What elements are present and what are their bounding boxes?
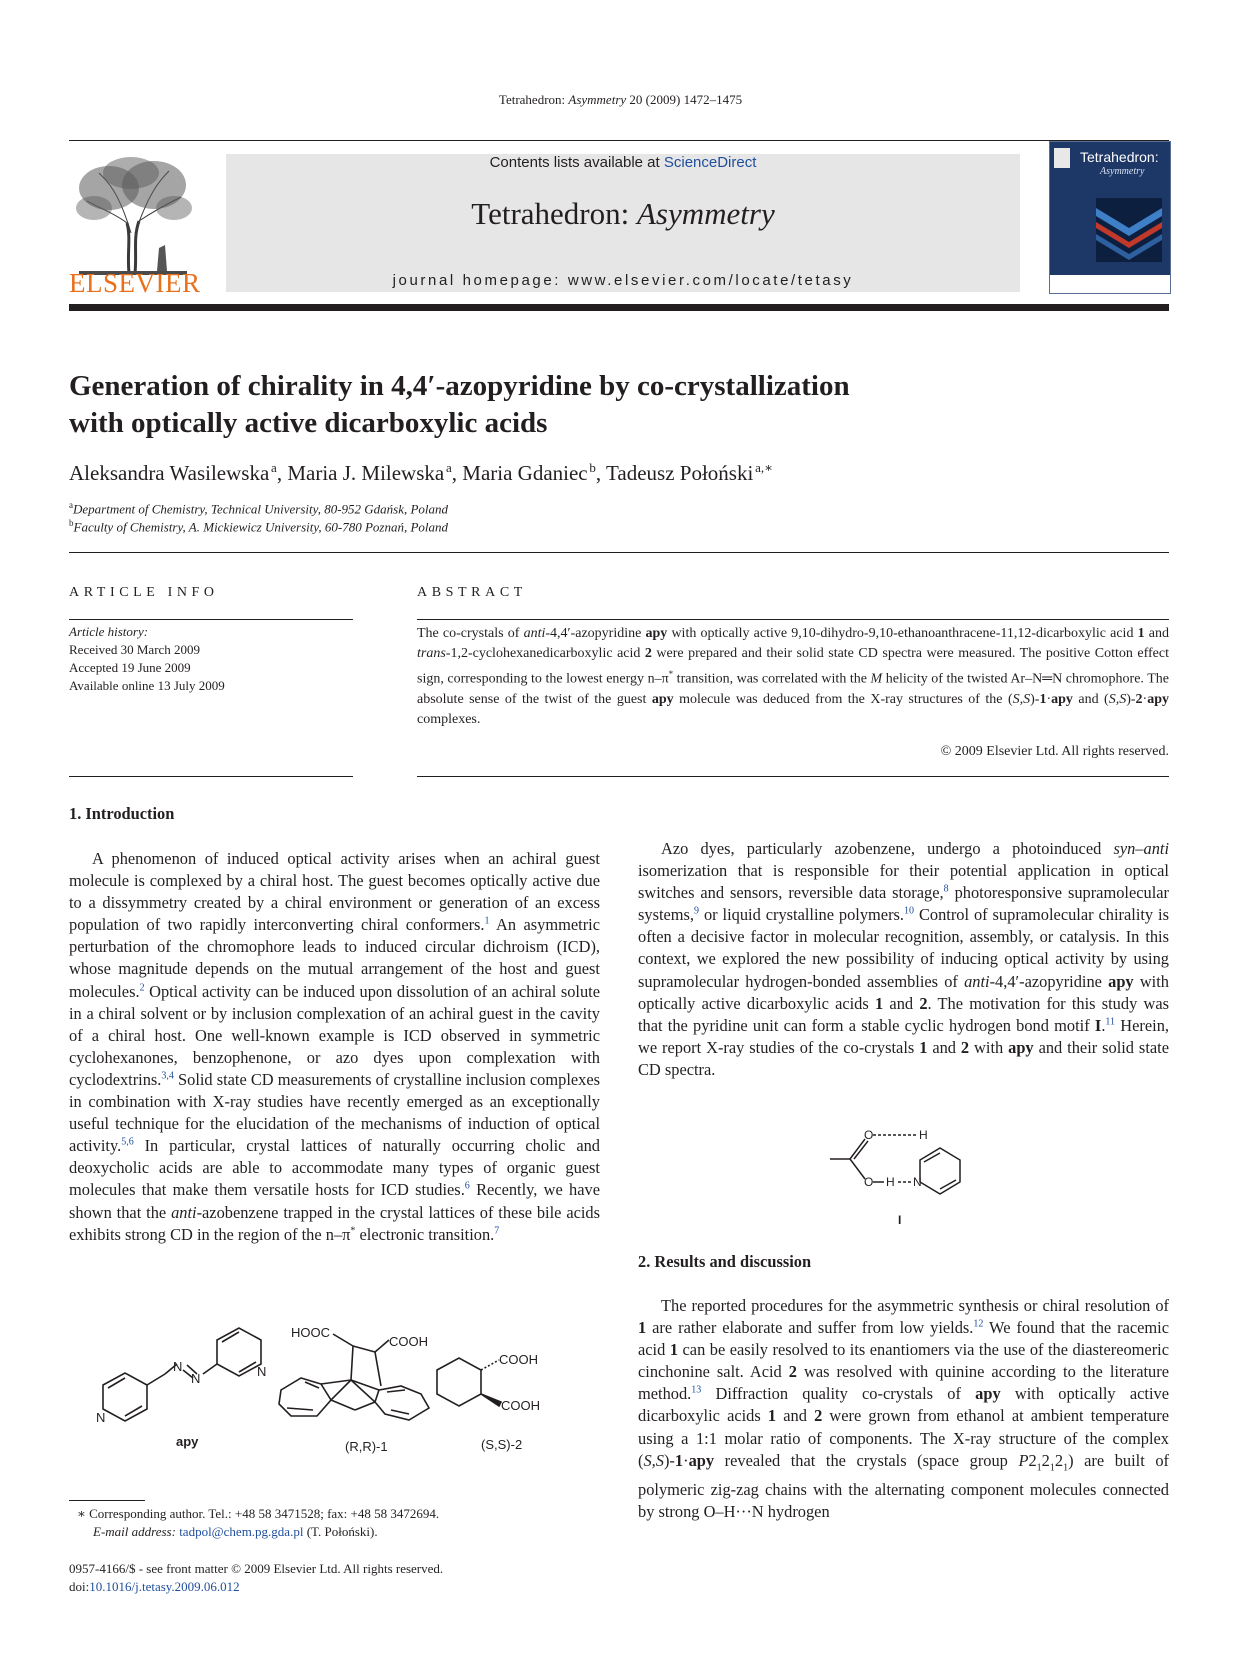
article-info-bottom-rule	[69, 776, 353, 777]
header-rule	[69, 140, 1169, 141]
section-heading-introduction: 1. Introduction	[69, 804, 175, 823]
cover-logo	[1054, 148, 1070, 168]
article-info-rule	[69, 619, 353, 620]
footer-issn: 0957-4166/$ - see front matter © 2009 Elsevier Ltd. All rights reserved. doi:10.1016/j.tetasy.2009.06.012	[69, 1561, 444, 1594]
cooh-label-2: COOH	[499, 1352, 538, 1367]
cover-title: Tetrahedron:	[1080, 149, 1159, 165]
azo-n2-label: N	[191, 1371, 201, 1386]
elsevier-logo-text: ELSEVIER	[69, 268, 201, 298]
doi-link[interactable]: 10.1016/j.tetasy.2009.06.012	[89, 1578, 240, 1594]
abstract-heading: ABSTRACT	[417, 585, 527, 600]
azo-n1-label: N	[173, 1359, 183, 1374]
author-list: Aleksandra Wasilewska $^a$, Maria J. Milewska $^a$, Maria Gdaniec $^b$, Tadeusz Połoński $^{a,∗}$	[69, 460, 773, 485]
affiliation-b: $^b$Faculty of Chemistry, A. Mickiewicz University, 60-780 Poznań, Poland	[69, 518, 449, 535]
author-name[interactable]: Maria J. Milewska	[287, 461, 445, 485]
footnote-corresponding: ∗ Corresponding author. Tel.: +48 58 3471528; fax: +48 58 3472694. E-mail address: tadpol@chem.pg.gda.pl (T. Połoński).	[77, 1506, 440, 1539]
journal-homepage-link[interactable]: journal homepage: www.elsevier.com/locate/tetasy	[392, 272, 854, 289]
introduction-paragraph-continued: Azo dyes, particularly azobenzene, undergo a photoinduced syn–anti isomerization that is responsible for their potential application in optical switches and sensors, reversible data storage,$^8$ photoresponsive supramolecular systems,$^9$ or liquid crystalline polymers.$^{10}$ Control of supramolecular chirality is often a decisive factor in molecular recognition, assembly, or catalysis. In this context, we explored the new possibility of inducing optical activity by using supramolecular hydrogen-bonded assemblies of anti-4,4′-azopyridine apy with optically active dicarboxylic acids 1 and 2. The motivation for this study was that the pyridine unit can form a stable cyclic hydrogen bond motif I.$^{11}$ Herein, we report X-ray studies of the co-crystals 1 and 2 with apy and their solid state CD spectra.	[638, 839, 1169, 1079]
article-history: Article history: Received 30 March 2009 Accepted 19 June 2009 Available online 13 July 2009	[69, 624, 225, 693]
journal-name: Tetrahedron: Asymmetry	[471, 196, 775, 231]
header-thick-rule	[69, 304, 1169, 311]
abstract-bottom-rule	[417, 776, 1169, 777]
contents-line: Contents lists available at ScienceDirect	[489, 154, 757, 171]
apy-n-atom-label: N	[96, 1410, 106, 1425]
author-name[interactable]: Aleksandra Wasilewska	[69, 461, 270, 485]
section-heading-results: 2. Results and discussion	[638, 1252, 812, 1271]
hooc-label: HOOC	[291, 1325, 330, 1340]
article-info-heading: ARTICLE INFO	[69, 585, 219, 600]
hydrogen-bond-motif-figure	[820, 1122, 980, 1232]
motif-n-atom: N	[913, 1175, 922, 1189]
article-title: Generation of chirality in 4,4′-azopyridine by co-crystallization with optically active dicarboxylic acids	[69, 370, 850, 439]
chemical-structures-figure	[69, 1312, 600, 1462]
affiliation-rule	[69, 552, 1169, 553]
motif-o-atom: O	[864, 1128, 874, 1142]
journal-cover-thumbnail	[1049, 141, 1171, 294]
cover-artwork	[1096, 198, 1162, 262]
sciencedirect-link[interactable]: ScienceDirect	[663, 154, 757, 171]
introduction-paragraph: A phenomenon of induced optical activity arises when an achiral guest molecule is complexed by a chiral host. The guest becomes optically active due to a dissymmetry created by a chiral environment or generation of an excess population of two rapidly interconverting chiral conformers.$^1$ An asymmetric perturbation of the chromophore leads to induced circular dichroism (ICD), whose magnitude depends on the mutual arrangement of the host and guest molecules.$^2$ Optical activity can be induced upon dissolution of an achiral solute in a chiral solvent or by inclusion complexation of an achiral guest in the cavity of a chiral host. One well-known example is ICD observed in symmetric cyclohexanones, benzophenone, or azo dyes upon complexation with cyclodextrins.$^{3,4}$ Solid state CD measurements of crystalline inclusion complexes in combination with X-ray studies have recently emerged as an exceptionally useful technique for the elucidation of the mechanisms of induction of optical activity.$^{5,6}$ In particular, crystal lattices of naturally occurring cholic and deoxycholic acids are able to accommodate many types of organic guest molecules that make them versatile hosts for ICD studies.$^6$ Recently, we have shown that the anti-azobenzene trapped in the crystal lattices of these bile acids exhibits strong CD in the region of the n–π* electronic transition.$^7$	[69, 849, 601, 1244]
footnote-rule	[69, 1500, 145, 1501]
ss-compound-label: (S,S)-2	[481, 1437, 523, 1452]
apy-compound-label: apy	[176, 1434, 199, 1449]
motif-label: I	[898, 1213, 902, 1227]
abstract-text: The co-crystals of anti-4,4′-azopyridine apy with optically active 9,10-dihydro-9,10-ethanoanthracene-11,12-dicarboxylic acid 1 and trans-1,2-cyclohexanedicarboxylic acid 2 were prepared and their solid state CD spectra were measured. The positive Cotton effect sign, corresponding to the lowest energy n–π* transition, was correlated with the M helicity of the twisted Ar–N═N chromophore. The absolute sense of the twist of the guest apy molecule was deduced from the X-ray structures of the (S,S)-1·apy and (S,S)-2·apy complexes.	[417, 626, 1169, 727]
abstract-rule	[417, 619, 1169, 620]
author-name[interactable]: Maria Gdaniec	[462, 461, 588, 485]
cooh-label-1: COOH	[389, 1334, 428, 1349]
rr-compound-label: (R,R)-1	[345, 1439, 388, 1454]
author-name[interactable]: Tadeusz Połoński	[606, 461, 754, 485]
author-email-link[interactable]: tadpol@chem.pg.gda.pl	[179, 1523, 304, 1539]
affiliation-a: $^a$Department of Chemistry, Technical University, 80-952 Gdańsk, Poland	[69, 500, 449, 517]
apy-n-atom-label-2: N	[257, 1364, 267, 1379]
abstract-copyright: © 2009 Elsevier Ltd. All rights reserved.	[940, 744, 1169, 759]
motif-h-atom-2: H	[886, 1175, 895, 1189]
cooh-label-3: COOH	[501, 1398, 540, 1413]
journal-citation: Tetrahedron: Asymmetry 20 (2009) 1472–1475	[498, 92, 743, 107]
cover-footer	[1050, 275, 1170, 293]
cover-subtitle: Asymmetry	[1100, 166, 1145, 177]
motif-o-atom-2: O	[864, 1175, 874, 1189]
motif-h-atom: H	[919, 1128, 928, 1142]
results-paragraph: The reported procedures for the asymmetric synthesis or chiral resolution of 1 are rather elaborate and suffer from low yields.$^{12}$ We found that the racemic acid 1 can be easily resolved to its enantiomers via the use of the diastereomeric cinchonine salt. Acid 2 was resolved with quinine according to the literature method.$^{13}$ Diffraction quality co-crystals of apy with optically active dicarboxylic acids 1 and 2 were grown from ethanol at ambient temperature using a 1:1 molar ratio of components. The X-ray structure of the complex (S,S)-1·apy revealed that the crystals (space group $P2_12_12_1$) are built of polymeric zig-zag chains with the alternating component molecules connected by strong O–H···N hydrogen	[638, 1296, 1170, 1522]
